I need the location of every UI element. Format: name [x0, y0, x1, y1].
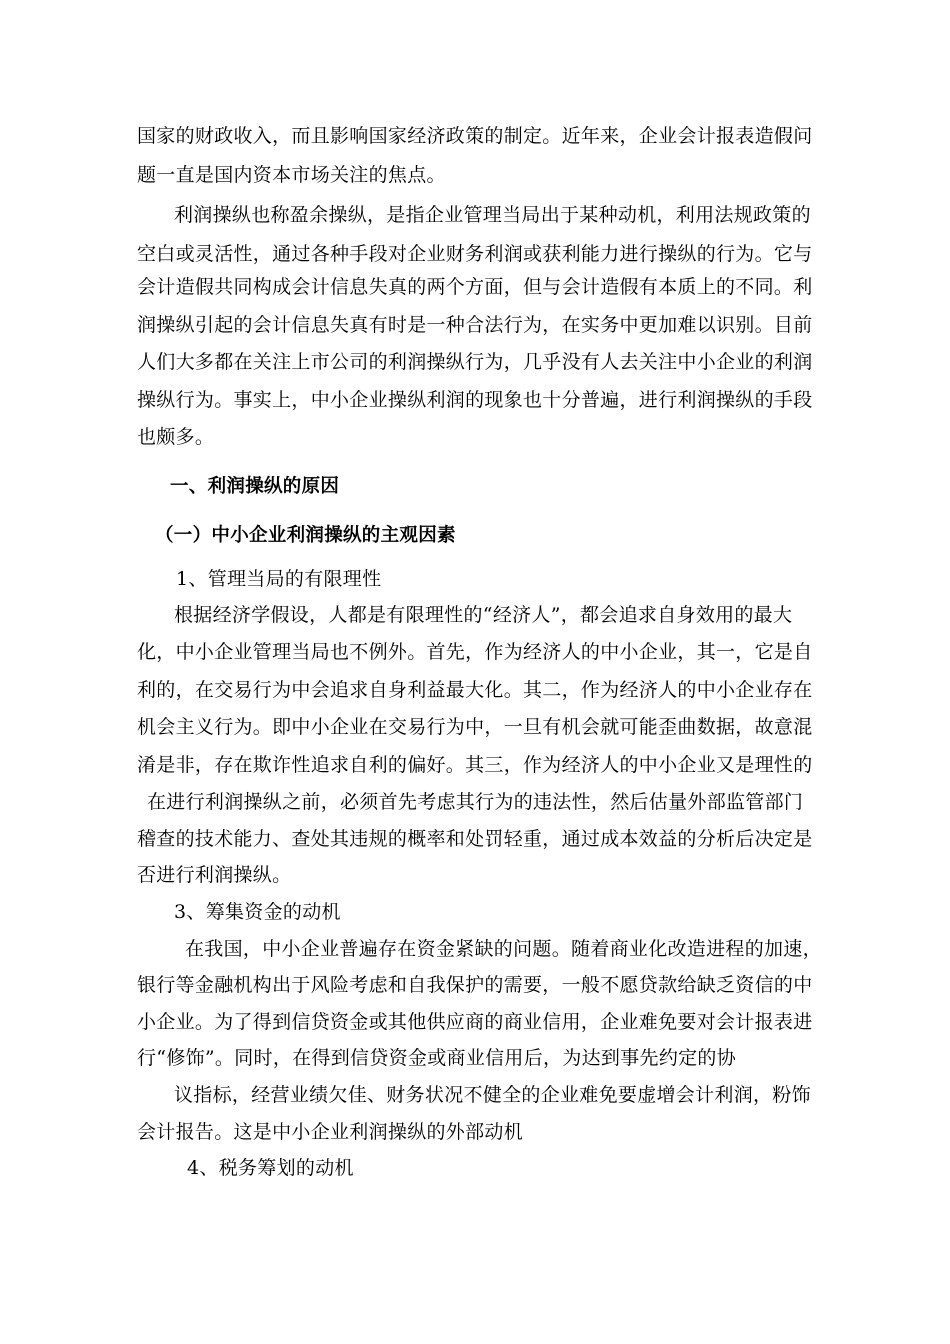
paragraph-line: 利润操纵也称盈余操纵，是指企业管理当局出于某种动机，利用法规政策的: [174, 204, 811, 226]
paragraph-line: 操纵行为。事实上，中小企业操纵利润的现象也十分普遍，进行利润操纵的手段: [137, 389, 813, 411]
paragraph-line: 在我国，中小企业普遍存在资金紧缺的问题。随着商业化改造进程的加速，: [185, 938, 822, 960]
item-heading: 1、管理当局的有限理性: [176, 568, 382, 590]
paragraph-line: 题一直是国内资本市场关注的焦点。: [137, 164, 446, 186]
paragraph-line: 否进行利润操纵。: [137, 864, 292, 886]
paragraph-line: 议指标，经营业绩欠佳、财务状况不健全的企业难免要虚增会计利润，粉饰: [174, 1084, 811, 1106]
paragraph-line: 润操纵引起的会计信息失真有时是一种合法行为，在实务中更加难以识别。目前: [137, 314, 813, 336]
paragraph-line: 淆是非，存在欺诈性追求自利的偏好。其三，作为经济人的中小企业又是理性的: [137, 754, 813, 776]
section-heading: 一、利润操纵的原因: [170, 476, 340, 497]
paragraph-line: 小企业。为了得到信贷资金或其他供应商的商业信用，企业难免要对会计报表进: [137, 1011, 813, 1033]
paragraph-line: 空白或灵活性，通过各种手段对企业财务利润或获利能力进行操纵的行为。它与: [137, 243, 813, 265]
paragraph-line: 化，中小企业管理当局也不例外。首先，作为经济人的中小企业，其一，它是自: [137, 641, 813, 663]
paragraph-line: 行“修饰”。同时，在得到信贷资金或商业信用后，为达到事先约定的协: [137, 1047, 737, 1069]
paragraph-line: 银行等金融机构出于风险考虑和自我保护的需要，一般不愿贷款给缺乏资信的中: [137, 974, 813, 996]
paragraph-line: 会计报告。这是中小企业利润操纵的外部动机: [137, 1121, 524, 1143]
paragraph-line: 会计造假共同构成会计信息失真的两个方面，但与会计造假有本质上的不同。利: [137, 276, 813, 298]
paragraph-line: 在进行利润操纵之前，必须首先考虑其行为的违法性，然后估量外部监管部门: [147, 791, 804, 813]
paragraph-line: 根据经济学假设，人都是有限理性的“经济人”，都会追求自身效用的最大: [174, 604, 793, 626]
item-heading: 3、筹集资金的动机: [174, 901, 341, 923]
subsection-heading: （一）中小企业利润操纵的主观因素: [155, 525, 456, 546]
paragraph-line: 利的，在交易行为中会追求自身利益最大化。其二，作为经济人的中小企业存在: [137, 679, 813, 701]
paragraph-line: 也颇多。: [137, 426, 215, 448]
item-heading: 4、税务筹划的动机: [187, 1157, 354, 1179]
paragraph-line: 机会主义行为。即中小企业在交易行为中，一旦有机会就可能歪曲数据，故意混: [137, 716, 813, 738]
paragraph-line: 国家的财政收入，而且影响国家经济政策的制定。近年来，企业会计报表造假问: [137, 125, 813, 147]
paragraph-line: 稽查的技术能力、查处其违规的概率和处罚轻重，通过成本效益的分析后决定是: [137, 828, 813, 850]
paragraph-line: 人们大多都在关注上市公司的利润操纵行为，几乎没有人去关注中小企业的利润: [137, 351, 813, 373]
